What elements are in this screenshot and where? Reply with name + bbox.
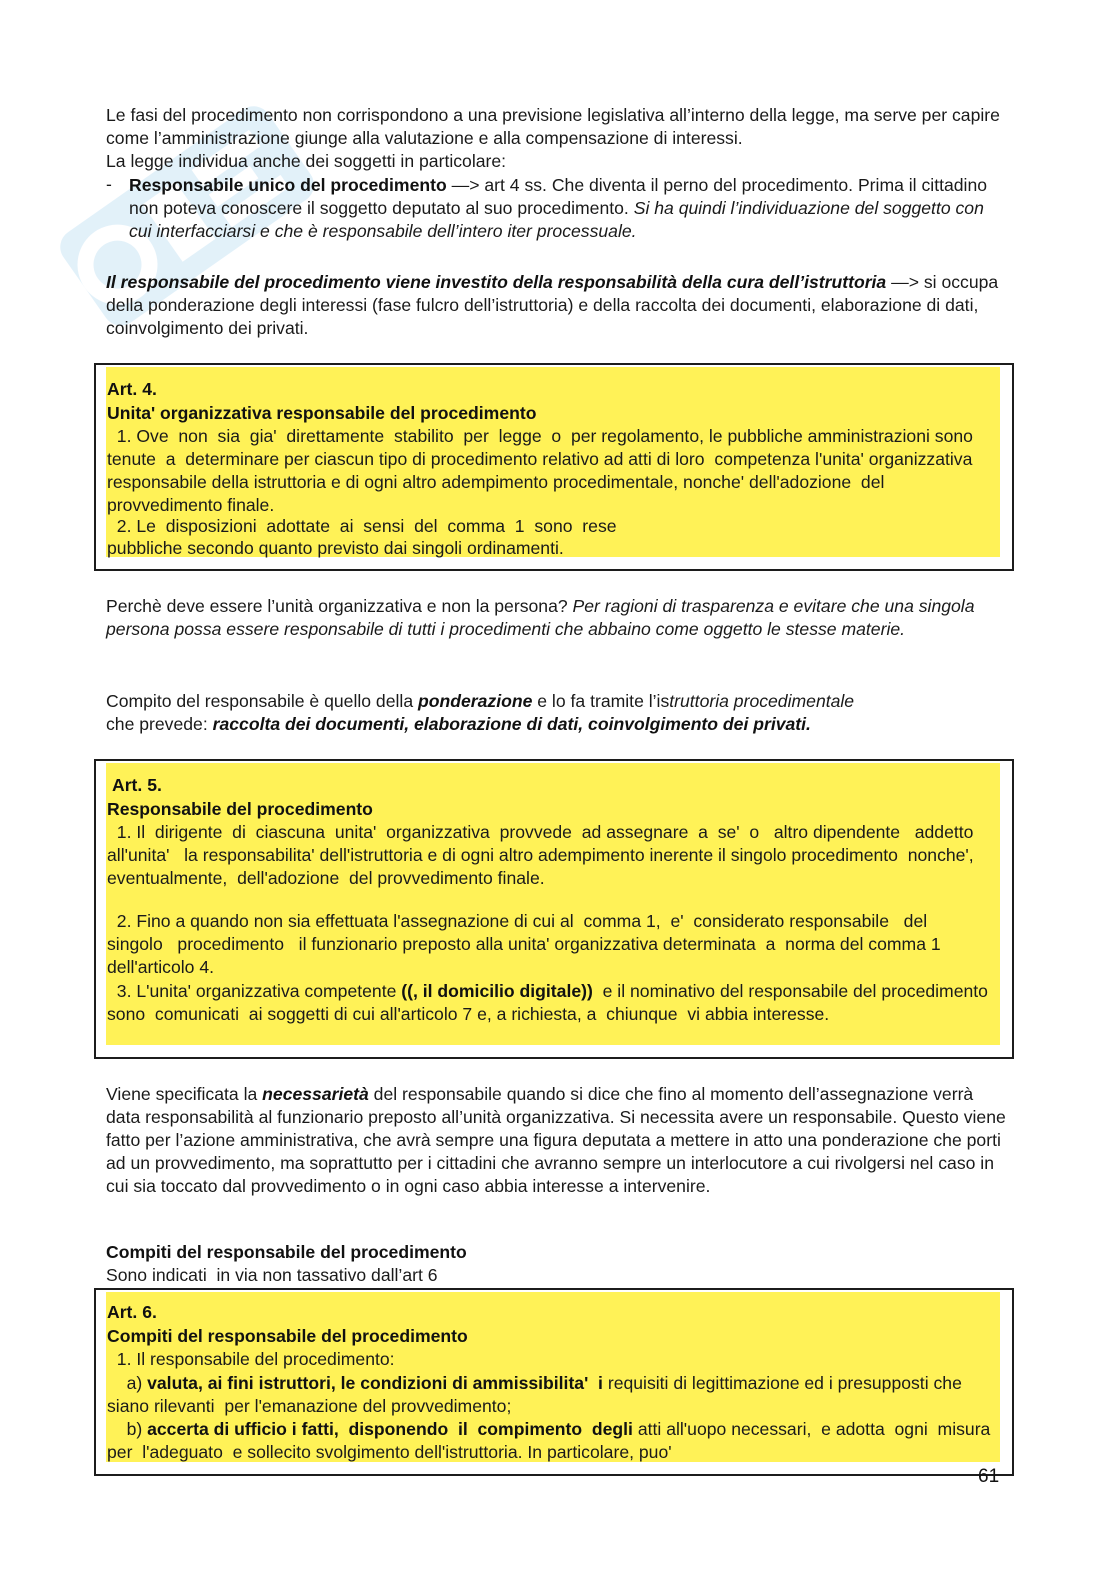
compito-line2 — [106, 713, 1011, 736]
art4-comma2: 2. Le disposizioni adottate ai sensi del comma 1 sono rese — [107, 516, 617, 536]
responsabile-rest: —> si occupa della ponderazione degli interessi (fase fulcro dell’istruttoria) e della raccolta dei documenti, elaborazione di dati, coinvolgimento dei privati. — [106, 272, 1004, 338]
art6-b-pre: b) — [107, 1419, 148, 1439]
art6-box — [94, 1288, 1014, 1476]
responsabile-paragraph — [106, 271, 1011, 340]
art4-title: Unita' organizzativa responsabile del procedimento — [107, 403, 537, 423]
bullet-italic: Si ha quindi l’individuazione del soggetto con cui interfacciarsi e che è responsabile dell’intero iter processuale. — [129, 198, 989, 241]
art5-comma3 — [107, 980, 997, 1026]
intro-subjects-line: La legge individua anche dei soggetti in particolare: — [106, 151, 507, 171]
art6-letter-b — [107, 1418, 1001, 1464]
why-paragraph — [106, 595, 1011, 641]
compiti-heading: Compiti del responsabile del procedimento — [106, 1242, 467, 1262]
art6-comma1: 1. Il responsabile del procedimento: — [107, 1349, 395, 1369]
art5-box — [94, 759, 1014, 1059]
art6-title: Compiti del responsabile del procedimento — [107, 1326, 468, 1346]
necess-a: Viene specificata la — [106, 1084, 263, 1104]
art5-comma2: 2. Fino a quando non sia effettuata l'assegnazione di cui al comma 1, e' considerato responsabile del singolo procedimento il funzionario preposto alla unita' organizzativa determinata a norma del comma 1 dell'articolo 4. — [107, 911, 946, 977]
compito-istruttoria: truttoria procedimentale — [669, 691, 855, 711]
compito-a: Compito del responsabile è quello della — [106, 691, 418, 711]
intro-paragraph: Le fasi del procedimento non corrispondono a una previsione legislativa all’interno della legge, ma serve per capire come l’amministrazione giunge alla valutazione e alla compensazione di interessi. — [106, 105, 1005, 148]
compito-c: e lo fa tramite l’is — [532, 691, 670, 711]
page-number: 61 — [978, 1466, 1000, 1487]
art6-a-bold: valuta, ai fini istruttori, le condizioni di ammissibilita' i — [147, 1373, 603, 1393]
compito-ponderazione: ponderazione — [418, 691, 533, 711]
art6-number: Art. 6. — [107, 1302, 157, 1322]
bullet-dash: - — [106, 174, 112, 194]
art5-comma3-c: e il nominativo del responsabile del procedimento sono comunicati ai soggetti di cui all'articolo 7 e, a richiesta, a chiunque vi abbia interesse. — [107, 981, 998, 1024]
responsabile-bold-italic: Il responsabile del procedimento viene investito della responsabilità della cura dell’istruttoria — [106, 272, 887, 292]
art5-number: Art. 5. — [112, 775, 162, 795]
art5-comma3-a: 3. L'unita' organizzativa competente — [107, 981, 402, 1001]
art6-letter-a — [107, 1372, 997, 1418]
why-italic: Per ragioni di trasparenza e evitare che una singola persona possa essere responsabile di tutti i procedimenti che abbaino come oggetto le stesse materie. — [106, 596, 980, 639]
art6-a-rest: requisiti di legittimazione ed i presupposti che siano rilevanti per l'emanazione del provvedimento; — [107, 1373, 967, 1416]
art6-a-pre: a) — [107, 1373, 148, 1393]
compito-paragraph — [106, 690, 1011, 713]
bullet-responsabile — [129, 174, 1011, 243]
art5-title: Responsabile del procedimento — [107, 799, 373, 819]
why-plain: Perchè deve essere l’unità organizzativa e non la persona? — [106, 596, 573, 616]
art5-comma1: 1. Il dirigente di ciascuna unita' organizzativa provvede ad assegnare a se' o altro dipendente addetto all'unita' la responsabilita' dell'istruttoria e di ogni altro adempimento inerente il singolo procedimento nonche', eventualmente, dell'adozione del provvedimento finale. — [107, 822, 989, 888]
art4-box — [94, 363, 1014, 571]
art4-number: Art. 4. — [107, 379, 157, 399]
bullet-text: —> art 4 ss. Che diventa il perno del procedimento. Prima il cittadino non poteva conoscere il soggetto deputato al suo procedimento. — [129, 175, 992, 218]
bullet-bold: Responsabile unico del procedimento — [129, 175, 447, 195]
compiti-sub: Sono indicati in via non tassativo dall’art 6 — [106, 1265, 438, 1285]
compito-list: raccolta dei documenti, elaborazione di dati, coinvolgimento dei privati. — [212, 714, 811, 734]
necess-c: del responsabile quando si dice che fino al momento dell’assegnazione verrà data responsabilità al funzionario preposto all’unità organizzativa. Si necessita avere un responsabile. Questo viene fatto per l’azione amministrativa, che avrà sempre una figura deputata a mettere in atto una ponderazione che porti ad un provvedimento, ma soprattutto per i cittadini che avranno sempre un interlocutore a cui rivolgersi nel caso in cui sia toccato dal provvedimento o in ogni caso abbia interesse a intervenire. — [106, 1084, 1011, 1196]
art5-domicilio: ((, il domicilio digitale)) — [401, 981, 593, 1001]
art4-comma2b: pubbliche secondo quanto previsto dai singoli ordinamenti. — [107, 538, 564, 558]
necess-bold: necessarietà — [262, 1084, 369, 1104]
art4-comma1: 1. Ove non sia gia' direttamente stabilito per legge o per regolamento, le pubbliche amministrazioni sono tenute a determinare per ciascun tipo di procedimento relativo ad atti di loro competenza l'unita' organizzativa responsabile della istruttoria e di ogni altro adempimento procedimentale, nonche' dell'adozione del provvedimento finale. — [107, 426, 978, 515]
art6-b-bold: accerta di ufficio i fatti, disponendo il compimento degli — [147, 1419, 633, 1439]
compito-e: che prevede: — [106, 714, 213, 734]
art6-b-rest: atti all'uopo necessari, e adotta ogni misura per l'adeguato e sollecito svolgimento dell'istruttoria. In particolare, puo' — [107, 1419, 1001, 1462]
necessarieta-paragraph — [106, 1083, 1011, 1198]
